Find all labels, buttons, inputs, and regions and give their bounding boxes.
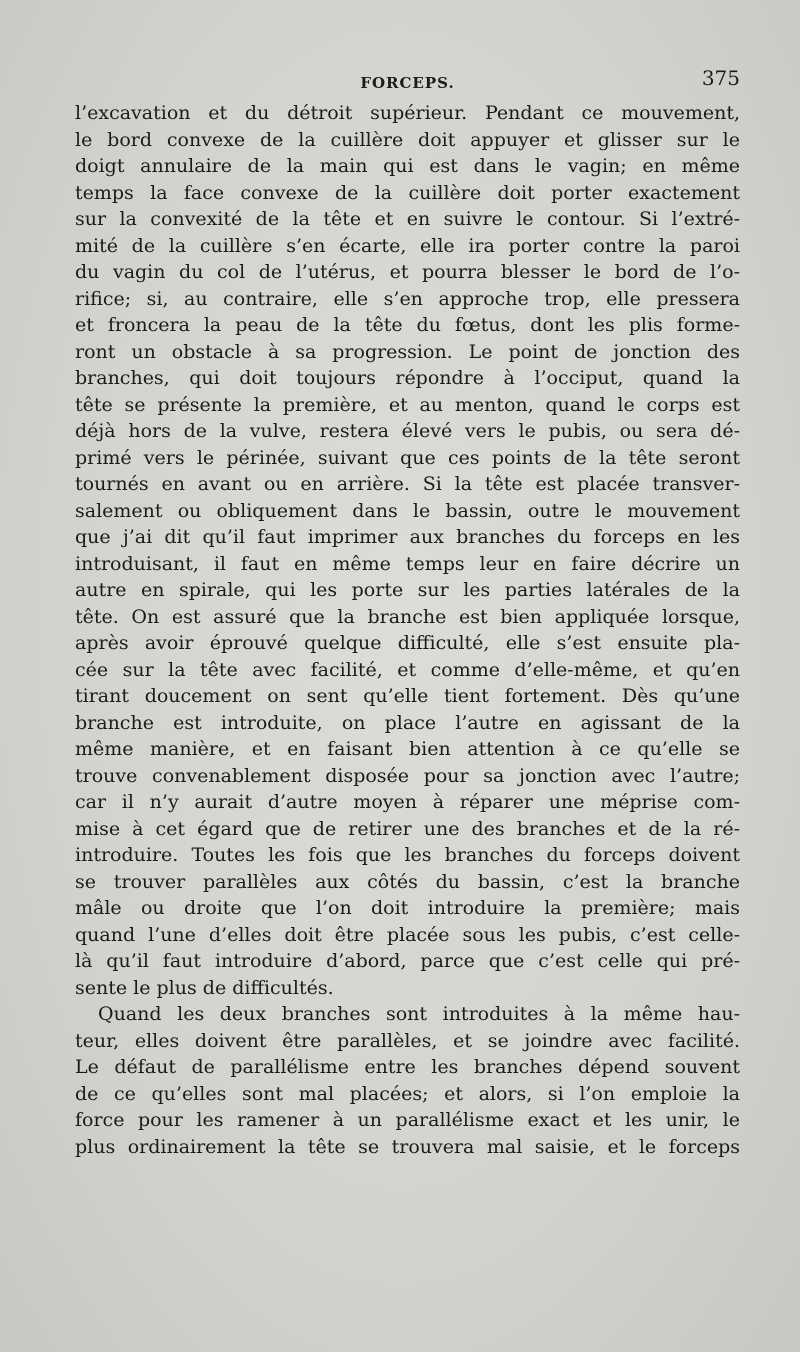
text-line: et froncera la peau de la tête du fœtus, dont les plis forme- <box>75 314 740 336</box>
text-line: doigt annulaire de la main qui est dans le vagin; en même <box>75 155 740 177</box>
text-line: de ce qu’elles sont mal placées; et alors, si l’on emploie la <box>75 1082 740 1105</box>
text-line: teur, elles doivent être parallèles, et se joindre avec facilité. <box>75 1029 740 1052</box>
text-line: tête. On est assuré que la branche est bien appliquée lorsque, <box>75 605 740 628</box>
text-line: tournés en avant ou en arrière. Si la tête est placée transver- <box>75 473 740 495</box>
text-line: sente le plus de difficultés. <box>75 976 334 999</box>
paragraph <box>75 1001 740 1160</box>
text-line: tête se présente la première, et au menton, quand le corps est <box>75 393 740 416</box>
text-line: autre en spirale, qui les porte sur les parties latérales de la <box>75 579 740 601</box>
text-line: mité de la cuillère s’en écarte, elle ira porter contre la paroi <box>75 234 740 257</box>
text-line: mise à cet égard que de retirer une des branches et de la ré- <box>75 817 740 840</box>
text-line: se trouver parallèles aux côtés du bassin, c’est la branche <box>75 870 740 893</box>
text-line: temps la face convexe de la cuillère doit porter exactement <box>75 181 740 204</box>
text-line: sur la convexité de la tête et en suivre le contour. Si l’extré- <box>75 208 740 230</box>
text-line: le bord convexe de la cuillère doit appuyer et glisser sur le <box>75 128 740 151</box>
text-line: branches, qui doit toujours répondre à l’occiput, quand la <box>75 367 740 389</box>
text-line: rifice; si, au contraire, elle s’en approche trop, elle pressera <box>75 287 740 310</box>
text-line: primé vers le périnée, suivant que ces points de la tête seront <box>75 446 740 469</box>
text-line: Quand les deux branches sont introduites à la même hau- <box>98 1003 740 1025</box>
running-head <box>75 64 740 100</box>
text-line: tirant doucement on sent qu’elle tient fortement. Dès qu’une <box>75 685 740 707</box>
text-line: salement ou obliquement dans le bassin, outre le mouvement <box>75 499 740 522</box>
text-line: trouve convenablement disposée pour sa jonction avec l’autre; <box>75 764 740 787</box>
text-line: car il n’y aurait d’autre moyen à réparer une méprise com- <box>75 791 740 813</box>
body-text <box>75 100 740 1160</box>
text-line: après avoir éprouvé quelque difficulté, elle s’est ensuite pla- <box>75 632 740 654</box>
page-number: 375 <box>701 66 740 90</box>
text-line: Le défaut de parallélisme entre les branches dépend souvent <box>75 1056 740 1078</box>
text-line: force pour les ramener à un parallélisme exact et les unir, le <box>75 1109 740 1131</box>
text-line: introduire. Toutes les fois que les branches du forceps doivent <box>75 844 740 866</box>
text-line: déjà hors de la vulve, restera élevé vers le pubis, ou sera dé- <box>75 420 740 442</box>
text-line: cée sur la tête avec facilité, et comme d’elle-même, et qu’en <box>75 658 740 681</box>
running-head-title: FORCEPS. <box>360 74 455 92</box>
text-line: plus ordinairement la tête se trouvera mal saisie, et le forceps <box>75 1135 740 1158</box>
text-line: ront un obstacle à sa progression. Le point de jonction des <box>75 340 740 363</box>
paragraph <box>75 100 740 1001</box>
text-line: quand l’une d’elles doit être placée sous les pubis, c’est celle- <box>75 923 740 946</box>
text-line: introduisant, il faut en même temps leur en faire décrire un <box>75 552 740 575</box>
text-line: mâle ou droite que l’on doit introduire la première; mais <box>75 897 740 919</box>
text-line: même manière, et en faisant bien attention à ce qu’elle se <box>75 738 740 760</box>
text-line: l’excavation et du détroit supérieur. Pendant ce mouvement, <box>75 102 740 124</box>
text-line: là qu’il faut introduire d’abord, parce que c’est celle qui pré- <box>75 950 740 972</box>
text-line: que j’ai dit qu’il faut imprimer aux branches du forceps en les <box>75 526 740 548</box>
text-line: du vagin du col de l’utérus, et pourra blesser le bord de l’o- <box>75 261 740 283</box>
text-line: branche est introduite, on place l’autre en agissant de la <box>75 711 740 734</box>
